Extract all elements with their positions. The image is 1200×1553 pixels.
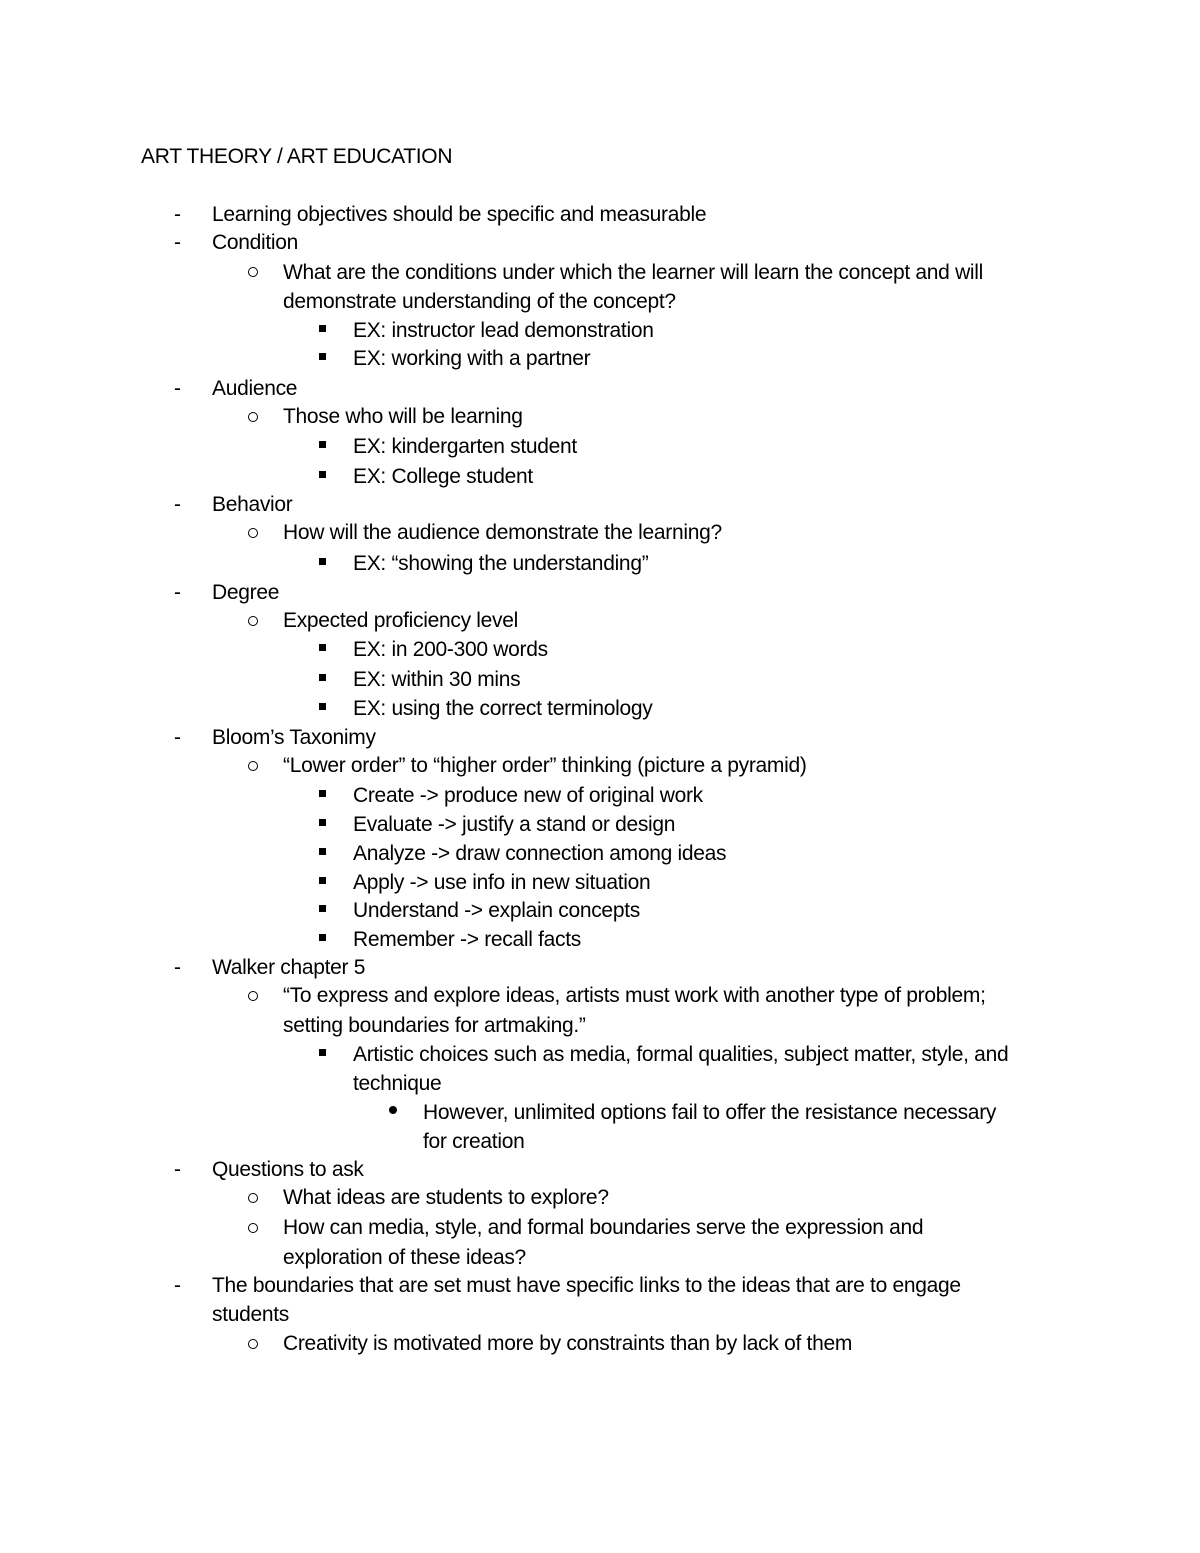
- blooms-description: “Lower order” to “higher order” thinking (picture a pyramid): [283, 754, 807, 777]
- circle-bullet-icon: [248, 991, 258, 1001]
- square-bullet-icon: [319, 905, 326, 912]
- square-bullet-icon: [319, 934, 326, 941]
- blooms-level: Remember -> recall facts: [353, 928, 581, 951]
- square-bullet-icon: [319, 703, 326, 710]
- square-bullet-icon: [319, 558, 326, 565]
- circle-bullet-icon: [248, 1193, 258, 1203]
- square-bullet-icon: [319, 353, 326, 360]
- round-bullet-icon: [389, 1106, 397, 1114]
- audience-description: Those who will be learning: [283, 405, 523, 428]
- dash-bullet: -: [174, 231, 181, 254]
- list-item-boundaries-line1: The boundaries that are set must have specific links to the ideas that are to engage: [212, 1274, 961, 1297]
- list-item-objectives: Learning objectives should be specific and measurable: [212, 203, 707, 226]
- circle-bullet-icon: [248, 1339, 258, 1349]
- circle-bullet-icon: [248, 267, 258, 277]
- degree-example: EX: within 30 mins: [353, 668, 521, 691]
- dash-bullet: -: [174, 726, 181, 749]
- degree-example: EX: using the correct terminology: [353, 697, 653, 720]
- list-item-audience: Audience: [212, 377, 298, 400]
- blooms-level: Understand -> explain concepts: [353, 899, 640, 922]
- list-item-boundaries-line2: students: [212, 1303, 289, 1326]
- dash-bullet: -: [174, 377, 181, 400]
- walker-choices-line1: Artistic choices such as media, formal qualities, subject matter, style, and: [353, 1043, 1009, 1066]
- degree-description: Expected proficiency level: [283, 609, 518, 632]
- circle-bullet-icon: [248, 412, 258, 422]
- blooms-level: Create -> produce new of original work: [353, 784, 703, 807]
- circle-bullet-icon: [248, 1223, 258, 1233]
- condition-question-line2: demonstrate understanding of the concept?: [283, 290, 676, 313]
- blooms-level: Evaluate -> justify a stand or design: [353, 813, 676, 836]
- square-bullet-icon: [319, 790, 326, 797]
- behavior-description: How will the audience demonstrate the learning?: [283, 521, 722, 544]
- circle-bullet-icon: [248, 528, 258, 538]
- list-item-walker: Walker chapter 5: [212, 956, 366, 979]
- questions-q1: What ideas are students to explore?: [283, 1186, 609, 1209]
- dash-bullet: -: [174, 956, 181, 979]
- circle-bullet-icon: [248, 616, 258, 626]
- square-bullet-icon: [319, 819, 326, 826]
- list-item-behavior: Behavior: [212, 493, 293, 516]
- square-bullet-icon: [319, 674, 326, 681]
- circle-bullet-icon: [248, 761, 258, 771]
- blooms-level: Analyze -> draw connection among ideas: [353, 842, 727, 865]
- square-bullet-icon: [319, 471, 326, 478]
- page-title: ART THEORY / ART EDUCATION: [141, 145, 453, 168]
- square-bullet-icon: [319, 644, 326, 651]
- walker-choices-line2: technique: [353, 1072, 442, 1095]
- square-bullet-icon: [319, 441, 326, 448]
- condition-question-line1: What are the conditions under which the learner will learn the concept and will: [283, 261, 984, 284]
- dash-bullet: -: [174, 493, 181, 516]
- square-bullet-icon: [319, 877, 326, 884]
- behavior-example: EX: “showing the understanding”: [353, 552, 649, 575]
- questions-q2-line1: How can media, style, and formal boundaries serve the expression and: [283, 1216, 924, 1239]
- list-item-degree: Degree: [212, 581, 280, 604]
- dash-bullet: -: [174, 203, 181, 226]
- condition-example: EX: working with a partner: [353, 347, 591, 370]
- dash-bullet: -: [174, 1158, 181, 1181]
- condition-example: EX: instructor lead demonstration: [353, 319, 654, 342]
- walker-however-line2: for creation: [423, 1130, 525, 1153]
- audience-example: EX: College student: [353, 465, 533, 488]
- walker-quote-line1: “To express and explore ideas, artists must work with another type of problem;: [283, 984, 986, 1007]
- list-item-condition: Condition: [212, 231, 299, 254]
- dash-bullet: -: [174, 1274, 181, 1297]
- walker-quote-line2: setting boundaries for artmaking.”: [283, 1014, 586, 1037]
- degree-example: EX: in 200-300 words: [353, 638, 548, 661]
- audience-example: EX: kindergarten student: [353, 435, 577, 458]
- square-bullet-icon: [319, 1049, 326, 1056]
- blooms-level: Apply -> use info in new situation: [353, 871, 651, 894]
- square-bullet-icon: [319, 325, 326, 332]
- dash-bullet: -: [174, 581, 181, 604]
- questions-q2-line2: exploration of these ideas?: [283, 1246, 526, 1269]
- square-bullet-icon: [319, 848, 326, 855]
- list-item-questions: Questions to ask: [212, 1158, 364, 1181]
- boundaries-sub: Creativity is motivated more by constraints than by lack of them: [283, 1332, 853, 1355]
- list-item-blooms: Bloom’s Taxonimy: [212, 726, 376, 749]
- walker-however-line1: However, unlimited options fail to offer the resistance necessary: [423, 1101, 997, 1124]
